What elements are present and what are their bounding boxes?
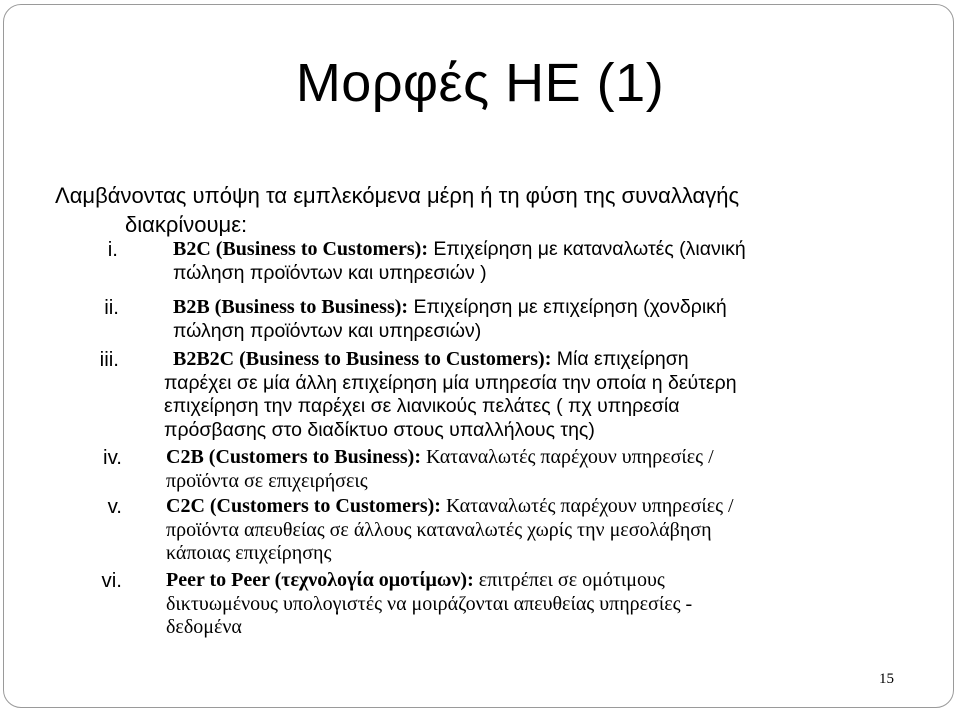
intro-line-2: διακρίνουμε: — [125, 212, 248, 237]
list-item-term: B2B2C (Business to Business to Customers): — [173, 348, 552, 370]
list-item-text — [166, 495, 866, 566]
list-item-line: Επιχείρηση με καταναλωτές (λιανική — [428, 238, 746, 260]
list-item-line: Επιχείρηση με επιχείρηση (χονδρική — [408, 296, 727, 318]
list-item-number: iv. — [103, 446, 122, 469]
list-item-text — [166, 446, 866, 493]
list-item-line: επιχείρηση την παρέχει σε λιανικούς πελάτες ( πχ υπηρεσία — [164, 395, 680, 418]
list-item-term: Peer to Peer (τεχνολογία ομοτίμων): — [166, 569, 474, 591]
list-item-line: δεδομένα — [166, 616, 242, 639]
list-item-line: πώληση προϊόντων και υπηρεσιών) — [173, 319, 482, 342]
list-item-term: B2C (Business to Customers): — [173, 238, 428, 260]
list-item-text — [166, 569, 866, 640]
list-item-line: Μία επιχείρηση — [551, 348, 689, 370]
list-item-number: i. — [107, 238, 118, 261]
list-item-line: πώληση προϊόντων και υπηρεσιών ) — [173, 261, 487, 284]
list-item-number: v. — [107, 495, 122, 518]
list-item-line: παρέχει σε μία άλλη επιχείρηση μία υπηρεσία την οποία η δεύτερη — [164, 371, 737, 394]
list-item-line: πρόσβασης στο διαδίκτυο στους υπαλλήλους της) — [164, 418, 595, 441]
list-item-term: C2C (Customers to Customers): — [166, 495, 441, 517]
page-number: 15 — [879, 671, 894, 687]
list-item-line: Καταναλωτές παρέχουν υπηρεσίες / — [440, 495, 734, 517]
list-item-line: Καταναλωτές παρέχουν υπηρεσίες / — [421, 446, 714, 468]
list-item-term: B2B (Business to Business): — [173, 296, 409, 318]
intro-line-1: Λαμβάνοντας υπόψη τα εμπλεκόμενα μέρη ή τη φύση της συναλλαγής — [55, 183, 740, 208]
list-item-text — [173, 238, 873, 285]
list-item-number: iii. — [99, 348, 119, 371]
list-item-number: vi. — [101, 569, 122, 592]
intro-text — [55, 181, 855, 239]
list-item-line: επιτρέπει σε ομότιμους — [473, 569, 665, 591]
list-item-line: δικτυωμένους υπολογιστές να μοιράζονται απευθείας υπηρεσίες - — [166, 592, 693, 615]
list-item-line: κάποιας επιχείρησης — [166, 542, 332, 565]
list-item-term: C2B (Customers to Business): — [166, 446, 421, 468]
list-item-line: προϊόντα απευθείας σε άλλους καταναλωτές χωρίς την μεσολάβηση — [166, 518, 712, 541]
slide-title: Μορφές ΗΕ (1) — [295, 53, 665, 113]
list-item-text — [173, 296, 873, 343]
list-item-text — [164, 348, 873, 442]
list-item-number: ii. — [104, 296, 119, 319]
list-item-line: προϊόντα σε επιχειρήσεις — [166, 469, 368, 492]
